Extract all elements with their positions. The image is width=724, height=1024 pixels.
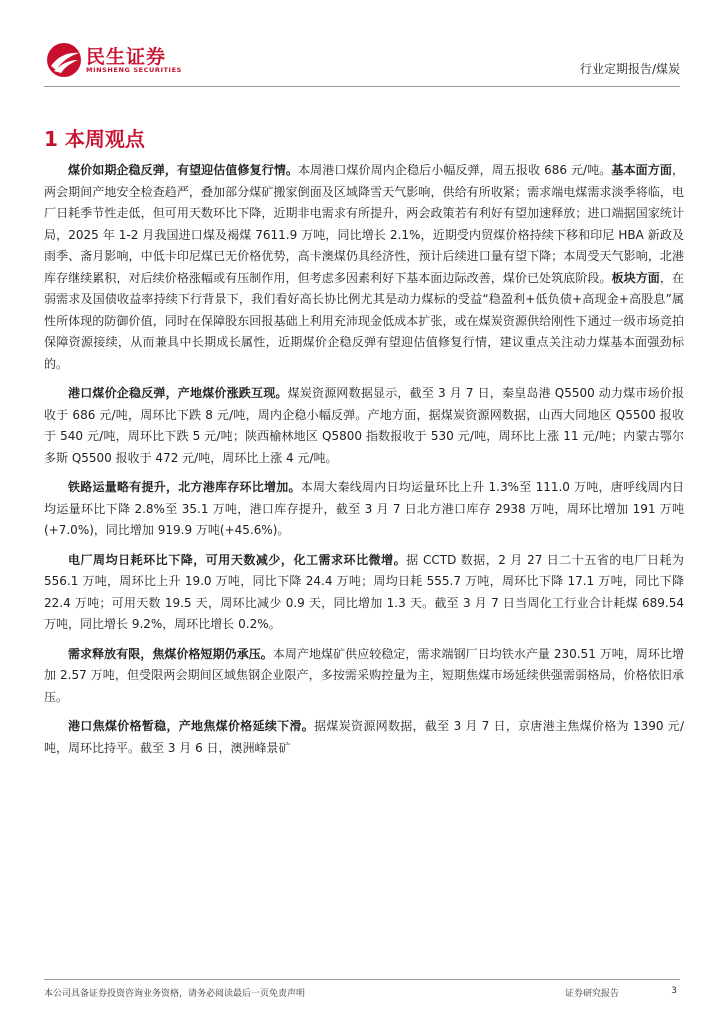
report-body	[44, 160, 684, 767]
logo-text-cn: 民生证券	[86, 46, 167, 68]
paragraph-power-plant	[44, 550, 684, 636]
paragraph-subhead: 基本面方面	[611, 163, 672, 177]
paragraph-text: 煤炭资源网数据显示，截至 3 月 7 日，秦皇岛港 Q5500 动力煤市场价报收于 686 元/吨，周环比下跌 8 元/吨，周内企稳小幅反弹。产地方面，据煤炭资源网数据，山西大同地区 Q5500 报收于 540 元/吨，周环比下跌 5 元/吨；陕西榆林地区 Q5800 指数报收于 530 元/吨，周环比上涨 11 元/吨；内蒙古鄂尔多斯 Q5500 报收于 472 元/吨，周环比上涨 4 元/吨。	[44, 386, 684, 465]
paragraph-lead: 港口焦煤价格暂稳，产地焦煤价格延续下滑。	[68, 719, 315, 733]
paragraph-coal-price-view	[44, 160, 684, 375]
paragraph-coking-demand	[44, 644, 684, 709]
footer-divider	[44, 979, 680, 980]
paragraph-rail-volume	[44, 477, 684, 542]
paragraph-text: ，两会期间产地安全检查趋严，叠加部分煤矿搬家倒面及区域降雪天气影响，供给有所收紧；需求端电煤需求淡季将临，电厂日耗季节性走低，但可用天数环比下降，近期非电需求有所提升，两会政策若有利好有望加速释放；进口端据国家统计局，2025 年 1-2 月我国进口煤及褐煤 7611.9 万吨，同比增长 2.1%，近期受内贸煤价格持续下移和印尼 HBA 新政及雨季、斋月影响，中低卡印尼煤已无价格优势，高卡澳煤仍具经济性，预计后续进口量有望下降；本周受天气影响，北港库存继续累积，对后续价格涨幅或有压制作用，但考虑多因素利好下基本面边际改善，煤价已处筑底阶段。	[44, 163, 684, 285]
paragraph-text: 本周产地煤矿供应较稳定，需求端钢厂日均铁水产量 230.51 万吨，周环比增加 2.57 万吨，但受限两会期间区域焦钢企业限产，多按需采购控量为主，短期焦煤市场延续供强需弱格局，价格依旧承压。	[44, 646, 684, 704]
minsheng-logo	[44, 40, 182, 80]
document-type: 行业定期报告/煤炭	[579, 62, 680, 76]
logo-text-en: MINSHENG SECURITIES	[86, 66, 182, 74]
paragraph-port-price	[44, 383, 684, 469]
paragraph-text: 据 CCTD 数据，2 月 27 日二十五省的电厂日耗为 556.1 万吨，周环比上升 19.0 万吨，同比下降 24.4 万吨；周均日耗 555.7 万吨，周环比下降 17.1 万吨，同比下降 22.4 万吨；可用天数 19.5 天，周环比减少 0.9 天，同比增加 1.3 天。截至 3 月 7 日当周化工行业合计耗煤 689.54 万吨，同比增长 9.2%，周环比增长 0.2%。	[44, 552, 684, 631]
header-divider	[44, 86, 680, 87]
paragraph-subhead: 板块方面	[611, 270, 660, 285]
paragraph-lead: 电厂周均日耗环比下降，可用天数减少，化工需求环比微增。	[68, 552, 407, 567]
paragraph-lead: 煤价如期企稳反弹，有望迎估值修复行情。	[68, 163, 299, 177]
paragraph-lead: 铁路运量略有提升，北方港库存环比增加。	[68, 480, 301, 494]
paragraph-lead: 港口煤价企稳反弹，产地煤价涨跌互现。	[68, 386, 288, 400]
paragraph-text: 本周港口煤价周内企稳后小幅反弹，周五报收 686 元/吨。	[298, 163, 612, 177]
page-number: 3	[671, 986, 677, 996]
paragraph-lead: 需求释放有限，焦煤价格短期仍承压。	[68, 646, 273, 661]
section-title: 1 本周观点	[44, 127, 145, 151]
paragraph-text: 本周大秦线周内日均运量环比上升 1.3%至 111.0 万吨，唐呼线周内日均运量环比下降 2.8%至 35.1 万吨，港口库存提升，截至 3 月 7 日北方港口库存 2938 万吨，周环比增加 191 万吨(+7.0%)，同比增加 919.9 万吨(+45.6%)。	[44, 480, 684, 537]
footer-disclaimer: 本公司具备证券投资咨询业务资格，请务必阅读最后一页免责声明	[44, 989, 306, 999]
minsheng-logo-icon	[44, 40, 84, 80]
page-header	[0, 0, 724, 90]
paragraph-text: 据煤炭资源网数据，截至 3 月 7 日，京唐港主焦煤价格为 1390 元/吨，周环比持平。截至 3 月 6 日，澳洲峰景矿	[44, 719, 684, 755]
footer-report-label: 证券研究报告	[565, 989, 620, 999]
paragraph-coking-price	[44, 716, 684, 759]
paragraph-text: ，在弱需求及国债收益率持续下行背景下，我们看好高长协比例尤其是动力煤标的受益“稳盈利+低负债+高现金+高股息”属性所体现的防御价值，同时在保障股东回报基础上利用充沛现金低成本扩张，或在煤炭资源供给刚性下通过一级市场竞拍保障资源接续，从而兼具中长期成长属性，近期煤价企稳反弹有望迎估值修复行情，建议重点关注动力煤基本面强劲标的。	[44, 270, 684, 371]
